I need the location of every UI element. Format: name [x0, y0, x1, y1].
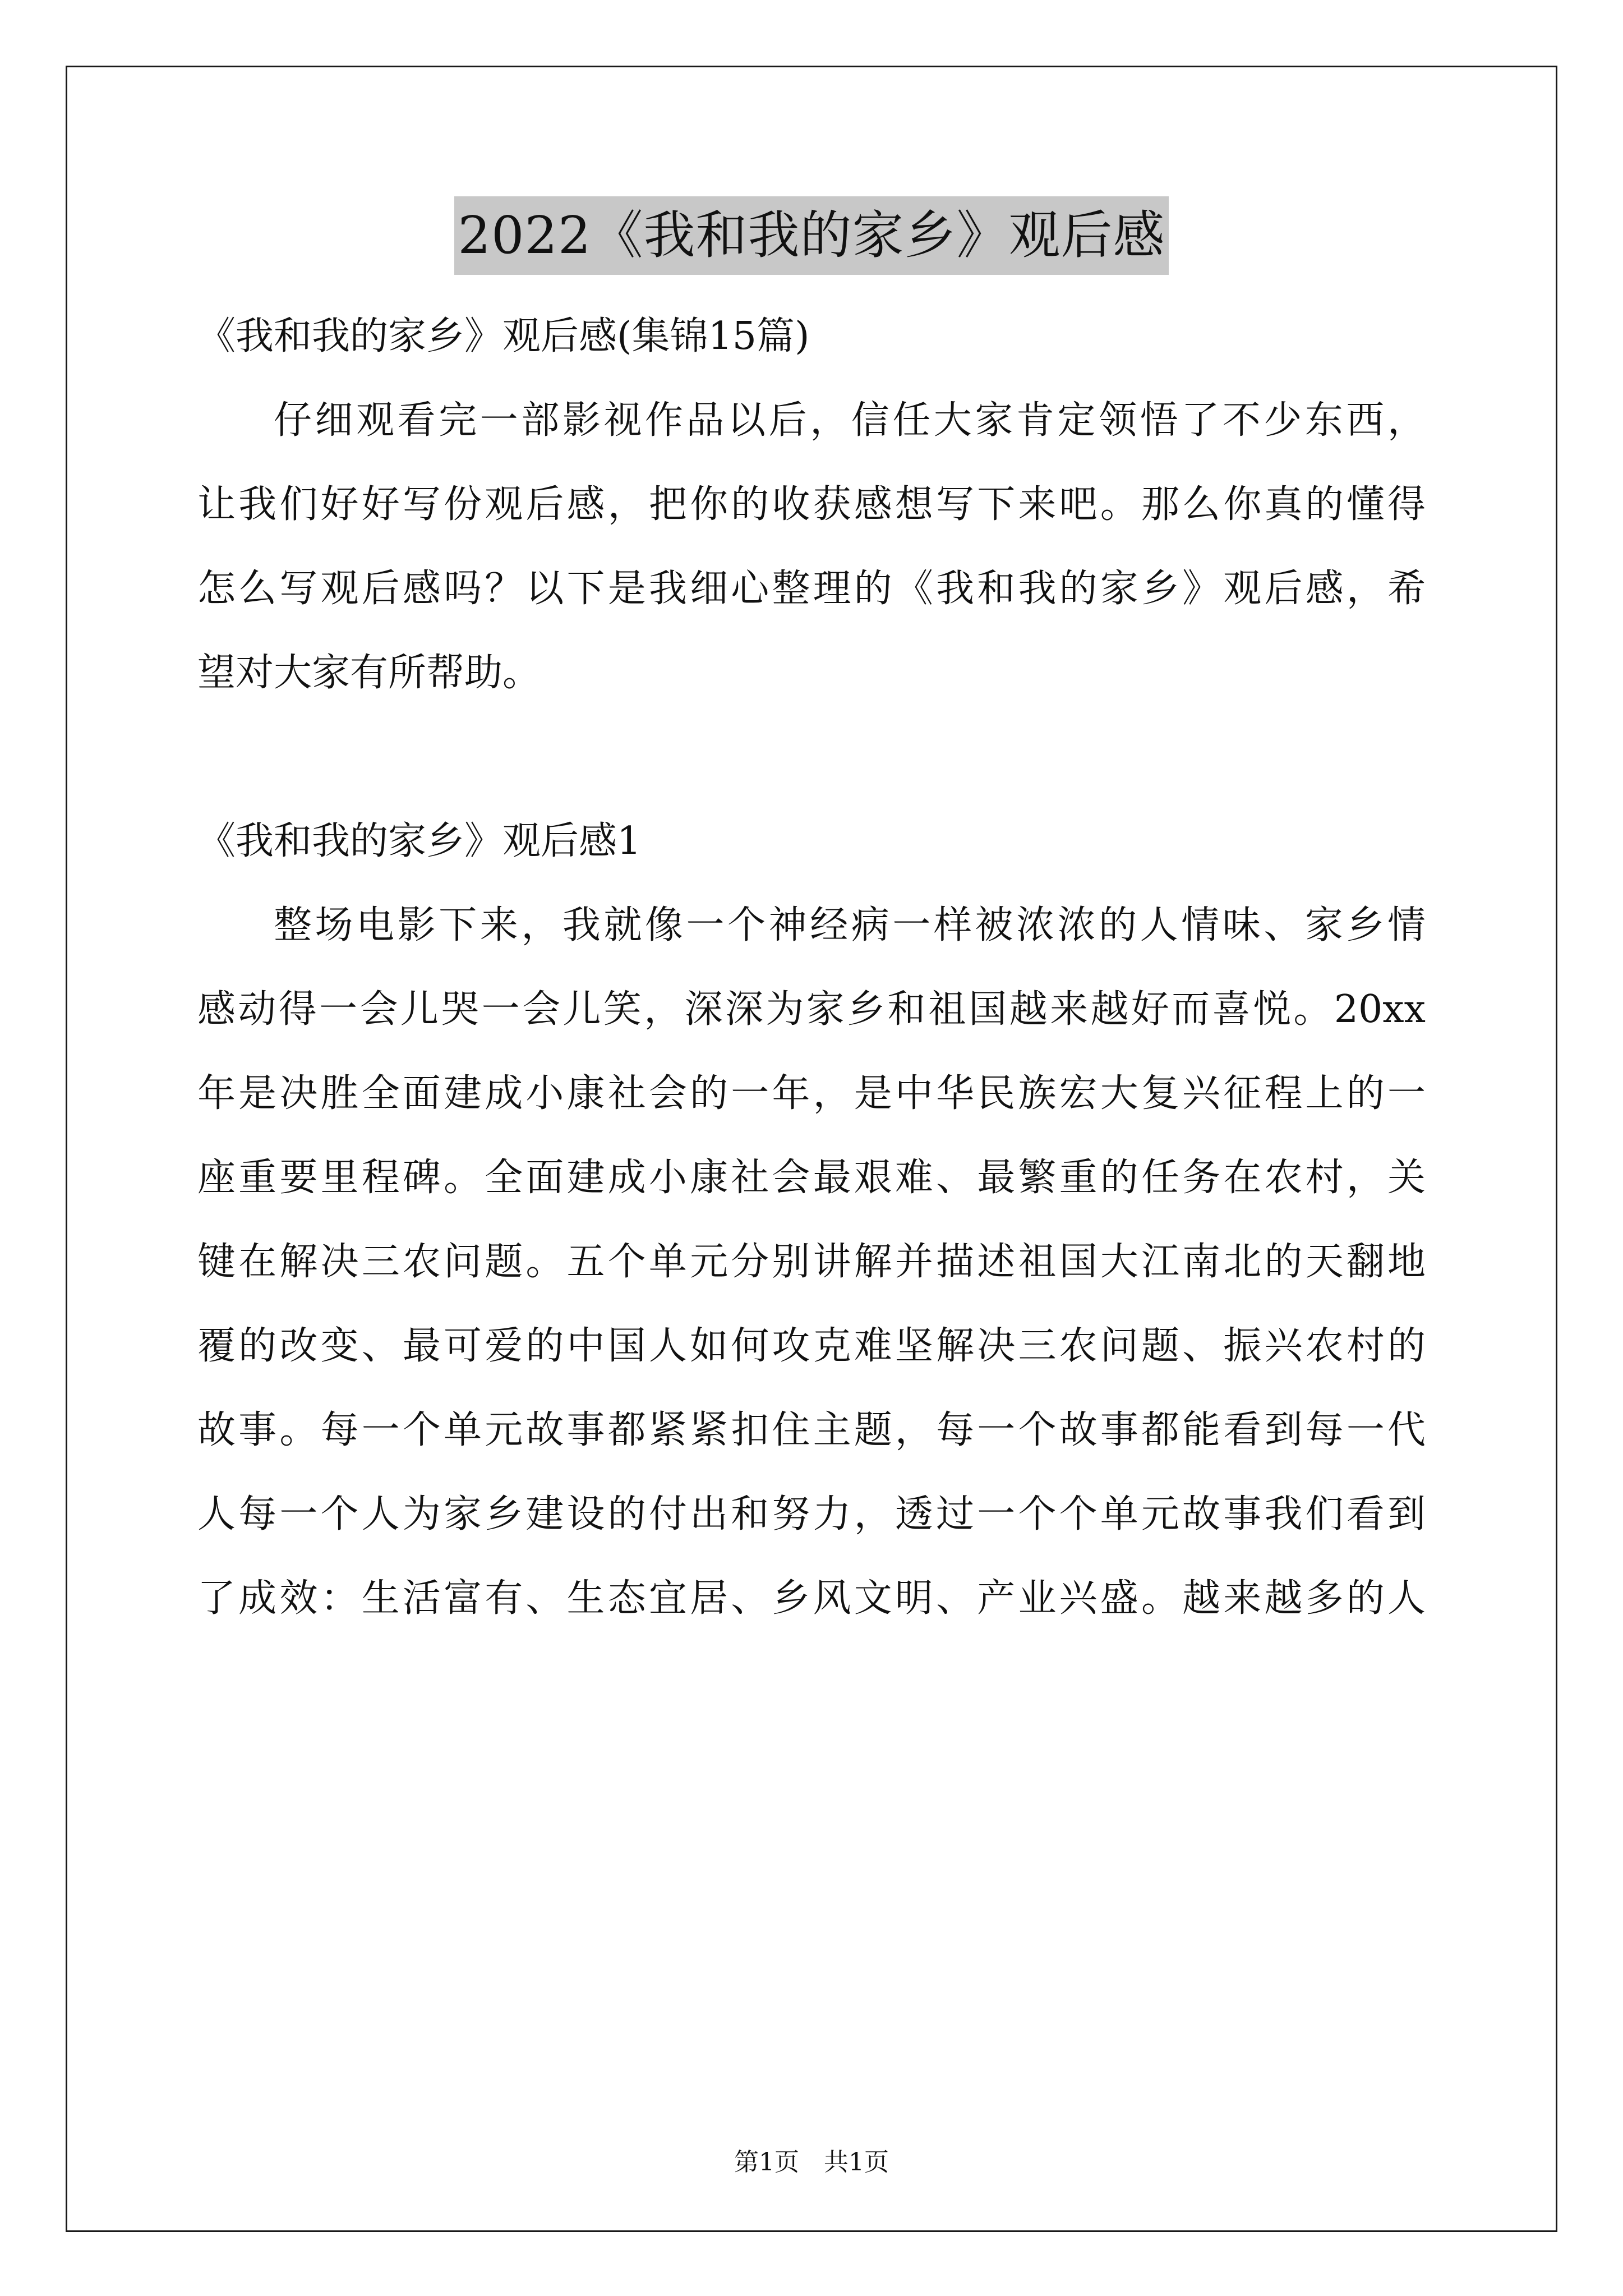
paragraph-line: 望对大家有所帮助。	[197, 651, 541, 695]
section-paragraph	[197, 884, 1426, 1641]
paragraph-spacer	[197, 715, 1426, 799]
paragraph-line: 人每一个人为家乡建设的付出和努力，透过一个个单元故事我们看到	[197, 1492, 1426, 1536]
page-number: 第1页 共1页	[734, 2148, 889, 2177]
document-body	[197, 295, 1426, 1641]
paragraph-line: 感动得一会儿哭一会儿笑，深深为家乡和祖国越来越好而喜悦。20xx	[197, 987, 1426, 1032]
paragraph-line: 怎么写观后感吗？以下是我细心整理的《我和我的家乡》观后感，希	[197, 567, 1426, 611]
page-footer	[0, 2146, 1623, 2179]
document-subtitle: 《我和我的家乡》观后感(集锦15篇)	[197, 314, 810, 358]
paragraph-line: 覆的改变、最可爱的中国人如何攻克难坚解决三农问题、振兴农村的	[197, 1324, 1426, 1368]
paragraph-line: 座重要里程碑。全面建成小康社会最艰难、最繁重的任务在农村，关	[197, 1156, 1426, 1200]
section-heading: 《我和我的家乡》观后感1	[197, 819, 642, 863]
paragraph-line: 仔细观看完一部影视作品以后，信任大家肯定领悟了不少东西，	[274, 398, 1426, 443]
paragraph-line: 故事。每一个单元故事都紧紧扣住主题，每一个故事都能看到每一代	[197, 1408, 1426, 1452]
document-title: 2022《我和我的家乡》观后感	[454, 196, 1168, 275]
paragraph-line: 让我们好好写份观后感，把你的收获感想写下来吧。那么你真的懂得	[197, 482, 1426, 527]
paragraph-line: 年是决胜全面建成小康社会的一年，是中华民族宏大复兴征程上的一	[197, 1071, 1426, 1116]
intro-paragraph	[197, 379, 1426, 715]
paragraph-line: 了成效：生活富有、生态宜居、乡风文明、产业兴盛。越来越多的人	[197, 1576, 1426, 1621]
paragraph-line: 键在解决三农问题。五个单元分别讲解并描述祖国大江南北的天翻地	[197, 1240, 1426, 1284]
title-container	[0, 196, 1623, 275]
paragraph-line: 整场电影下来，我就像一个神经病一样被浓浓的人情味、家乡情	[274, 903, 1426, 947]
